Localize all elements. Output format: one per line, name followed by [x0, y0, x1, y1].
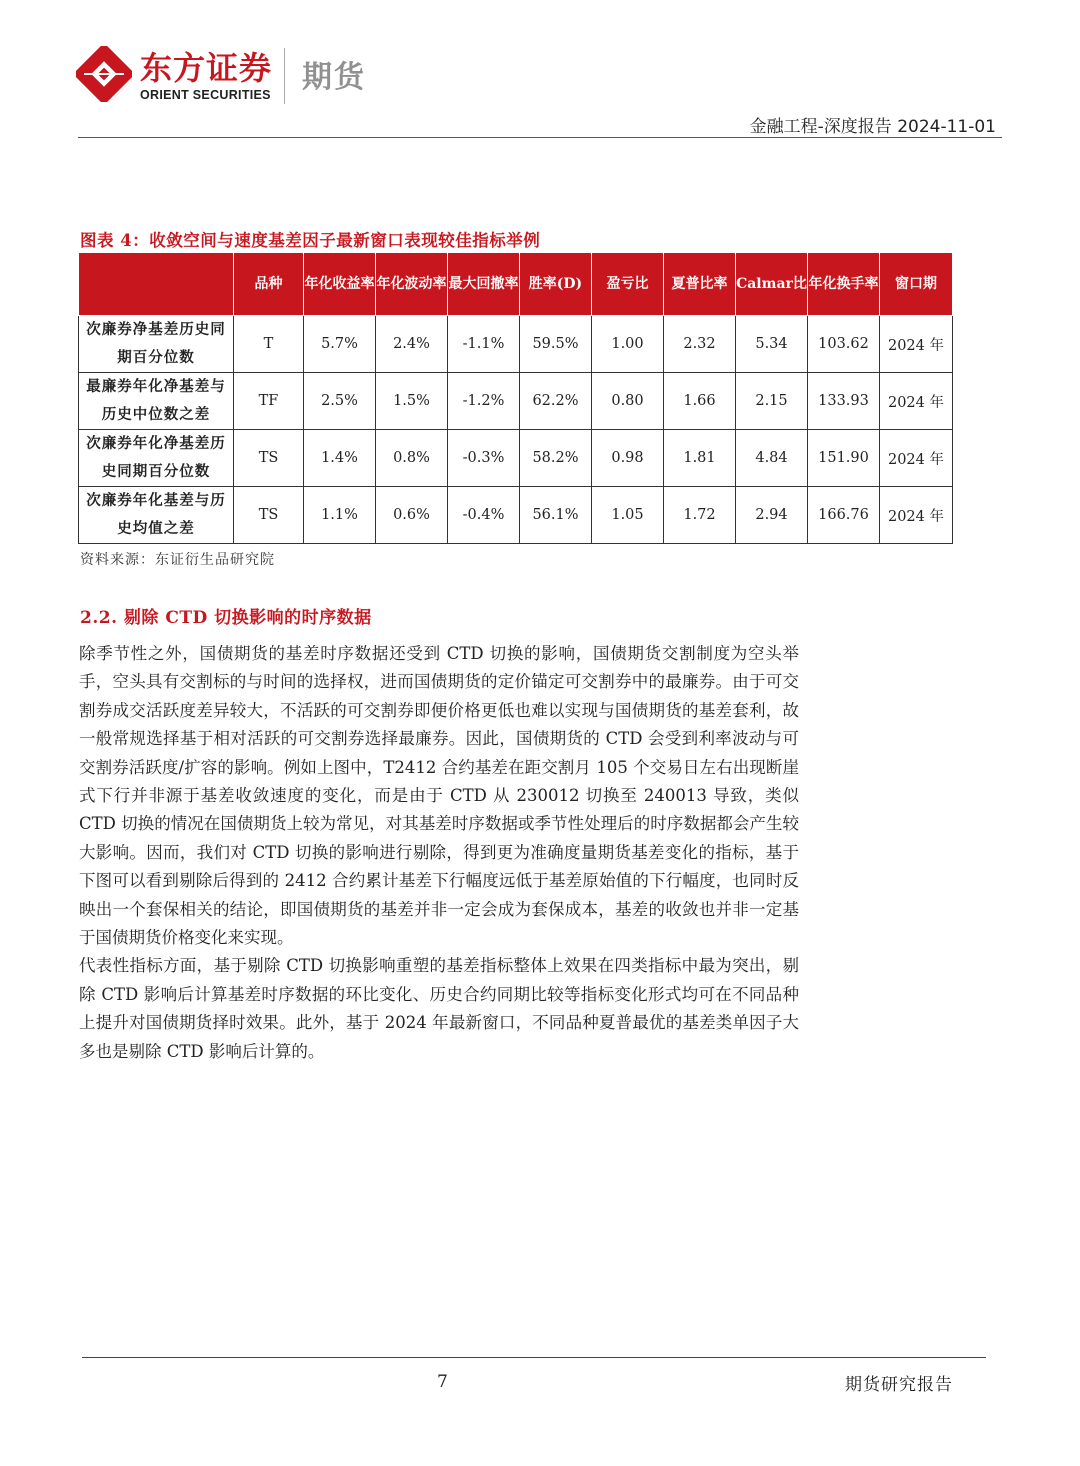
- calmar-cell: 5.34: [736, 316, 808, 373]
- page-number: 7: [437, 1372, 448, 1392]
- sharpe-cell: 2.32: [664, 316, 736, 373]
- variety-cell: TS: [234, 430, 304, 487]
- header-cell: 年化波动率: [376, 253, 448, 316]
- variety-cell: TS: [234, 487, 304, 544]
- metric-name: 最廉券年化净基差与历史中位数之差: [79, 373, 234, 430]
- annual-volatility-cell: 1.5%: [376, 373, 448, 430]
- brand-name-en: ORIENT SECURITIES: [140, 88, 271, 102]
- annual-return-cell: 2.5%: [304, 373, 376, 430]
- turnover-cell: 103.62: [808, 316, 880, 373]
- header-cell: 窗口期: [880, 253, 953, 316]
- window-cell: 2024 年: [880, 430, 953, 487]
- turnover-cell: 133.93: [808, 373, 880, 430]
- brand-name-cn: 东方证券: [140, 49, 273, 87]
- metrics-table: [78, 252, 953, 544]
- win-rate-cell: 58.2%: [520, 430, 592, 487]
- win-rate-cell: 56.1%: [520, 487, 592, 544]
- calmar-cell: 4.84: [736, 430, 808, 487]
- header-cell: 胜率(D): [520, 253, 592, 316]
- turnover-cell: 166.76: [808, 487, 880, 544]
- report-tag: 金融工程-深度报告 2024-11-01: [749, 117, 996, 137]
- header-cell: 最大回撤率: [448, 253, 520, 316]
- table-row: [79, 316, 953, 373]
- max-drawdown-cell: -0.4%: [448, 487, 520, 544]
- header-cell: Calmar比: [736, 253, 808, 316]
- window-cell: 2024 年: [880, 316, 953, 373]
- annual-return-cell: 1.1%: [304, 487, 376, 544]
- profit-loss-ratio-cell: 0.80: [592, 373, 664, 430]
- window-cell: 2024 年: [880, 373, 953, 430]
- sharpe-cell: 1.72: [664, 487, 736, 544]
- annual-return-cell: 5.7%: [304, 316, 376, 373]
- brand-divider: [284, 48, 285, 104]
- body-paragraph: 除季节性之外，国债期货的基差时序数据还受到 CTD 切换的影响，国债期货交割制度为空头举手，空头具有交割标的与时间的选择权，进而国债期货的定价锚定可交割券中的最廉券。由于可交割券成交活跃度差异较大，不活跃的可交割券即便价格更低也难以实现与国债期货的基差套利，故一般常规选择基于相对活跃的可交割券选择最廉券。因此，国债期货的 CTD 会受到利率波动与可交割券活跃度/扩容的影响。例如上图中，T2412 合约基差在距交割月 105 个交易日左右出现断崖式下行并非源于基差收敛速度的变化，而是由于 CTD 从 230012 切换至 240013 导致，类似 CTD 切换的情况在国债期货上较为常见，对其基差时序数据或季节性处理后的时序数据都会产生较大影响。因而，我们对 CTD 切换的影响进行剔除，得到更为准确度量期货基差变化的指标，基于下图可以看到剔除后得到的 2412 合约累计基差下行幅度远低于基差原始值的下行幅度，也同时反映出一个套保相关的结论，即国债期货的基差并非一定会成为套保成本，基差的收敛也并非一定基于国债期货价格变化来实现。: [79, 644, 799, 948]
- annual-volatility-cell: 0.6%: [376, 487, 448, 544]
- variety-cell: TF: [234, 373, 304, 430]
- annual-volatility-cell: 2.4%: [376, 316, 448, 373]
- variety-cell: T: [234, 316, 304, 373]
- table-row: [79, 487, 953, 544]
- max-drawdown-cell: -1.2%: [448, 373, 520, 430]
- sharpe-cell: 1.66: [664, 373, 736, 430]
- table-header-row: [79, 253, 953, 316]
- table-row: [79, 373, 953, 430]
- footer-label: 期货研究报告: [845, 1375, 953, 1395]
- header-cell: [79, 253, 234, 316]
- table-row: [79, 430, 953, 487]
- calmar-cell: 2.94: [736, 487, 808, 544]
- profit-loss-ratio-cell: 1.05: [592, 487, 664, 544]
- header-cell: 年化收益率: [304, 253, 376, 316]
- header-cell: 夏普比率: [664, 253, 736, 316]
- footer-rule: [82, 1357, 986, 1358]
- metric-name: 次廉券净基差历史同期百分位数: [79, 316, 234, 373]
- brand-logotype: [140, 50, 272, 102]
- metric-name: 次廉券年化基差与历史均值之差: [79, 487, 234, 544]
- calmar-cell: 2.15: [736, 373, 808, 430]
- profit-loss-ratio-cell: 1.00: [592, 316, 664, 373]
- orient-securities-logo-icon: [76, 46, 132, 106]
- turnover-cell: 151.90: [808, 430, 880, 487]
- table-source-note: 资料来源：东证衍生品研究院: [80, 552, 275, 568]
- section-body: [79, 640, 799, 1066]
- annual-return-cell: 1.4%: [304, 430, 376, 487]
- section-heading: 2.2. 剔除 CTD 切换影响的时序数据: [80, 608, 372, 628]
- body-paragraph: 代表性指标方面，基于剔除 CTD 切换影响重塑的基差指标整体上效果在四类指标中最为突出，剔除 CTD 影响后计算基差时序数据的环比变化、历史合约同期比较等指标变化形式均可在不同品种上提升对国债期货择时效果。此外，基于 2024 年最新窗口，不同品种夏普最优的基差类单因子大多也是剔除 CTD 影响后计算的。: [79, 956, 799, 1061]
- win-rate-cell: 62.2%: [520, 373, 592, 430]
- win-rate-cell: 59.5%: [520, 316, 592, 373]
- header-cell: 品种: [234, 253, 304, 316]
- max-drawdown-cell: -0.3%: [448, 430, 520, 487]
- brand-subtitle: 期货: [302, 60, 366, 95]
- sharpe-cell: 1.81: [664, 430, 736, 487]
- window-cell: 2024 年: [880, 487, 953, 544]
- figure-title: 图表 4：收敛空间与速度基差因子最新窗口表现较佳指标举例: [80, 231, 541, 250]
- header-cell: 年化换手率: [808, 253, 880, 316]
- max-drawdown-cell: -1.1%: [448, 316, 520, 373]
- header-cell: 盈亏比: [592, 253, 664, 316]
- header-rule: [78, 137, 1002, 138]
- profit-loss-ratio-cell: 0.98: [592, 430, 664, 487]
- metric-name: 次廉券年化净基差历史同期百分位数: [79, 430, 234, 487]
- annual-volatility-cell: 0.8%: [376, 430, 448, 487]
